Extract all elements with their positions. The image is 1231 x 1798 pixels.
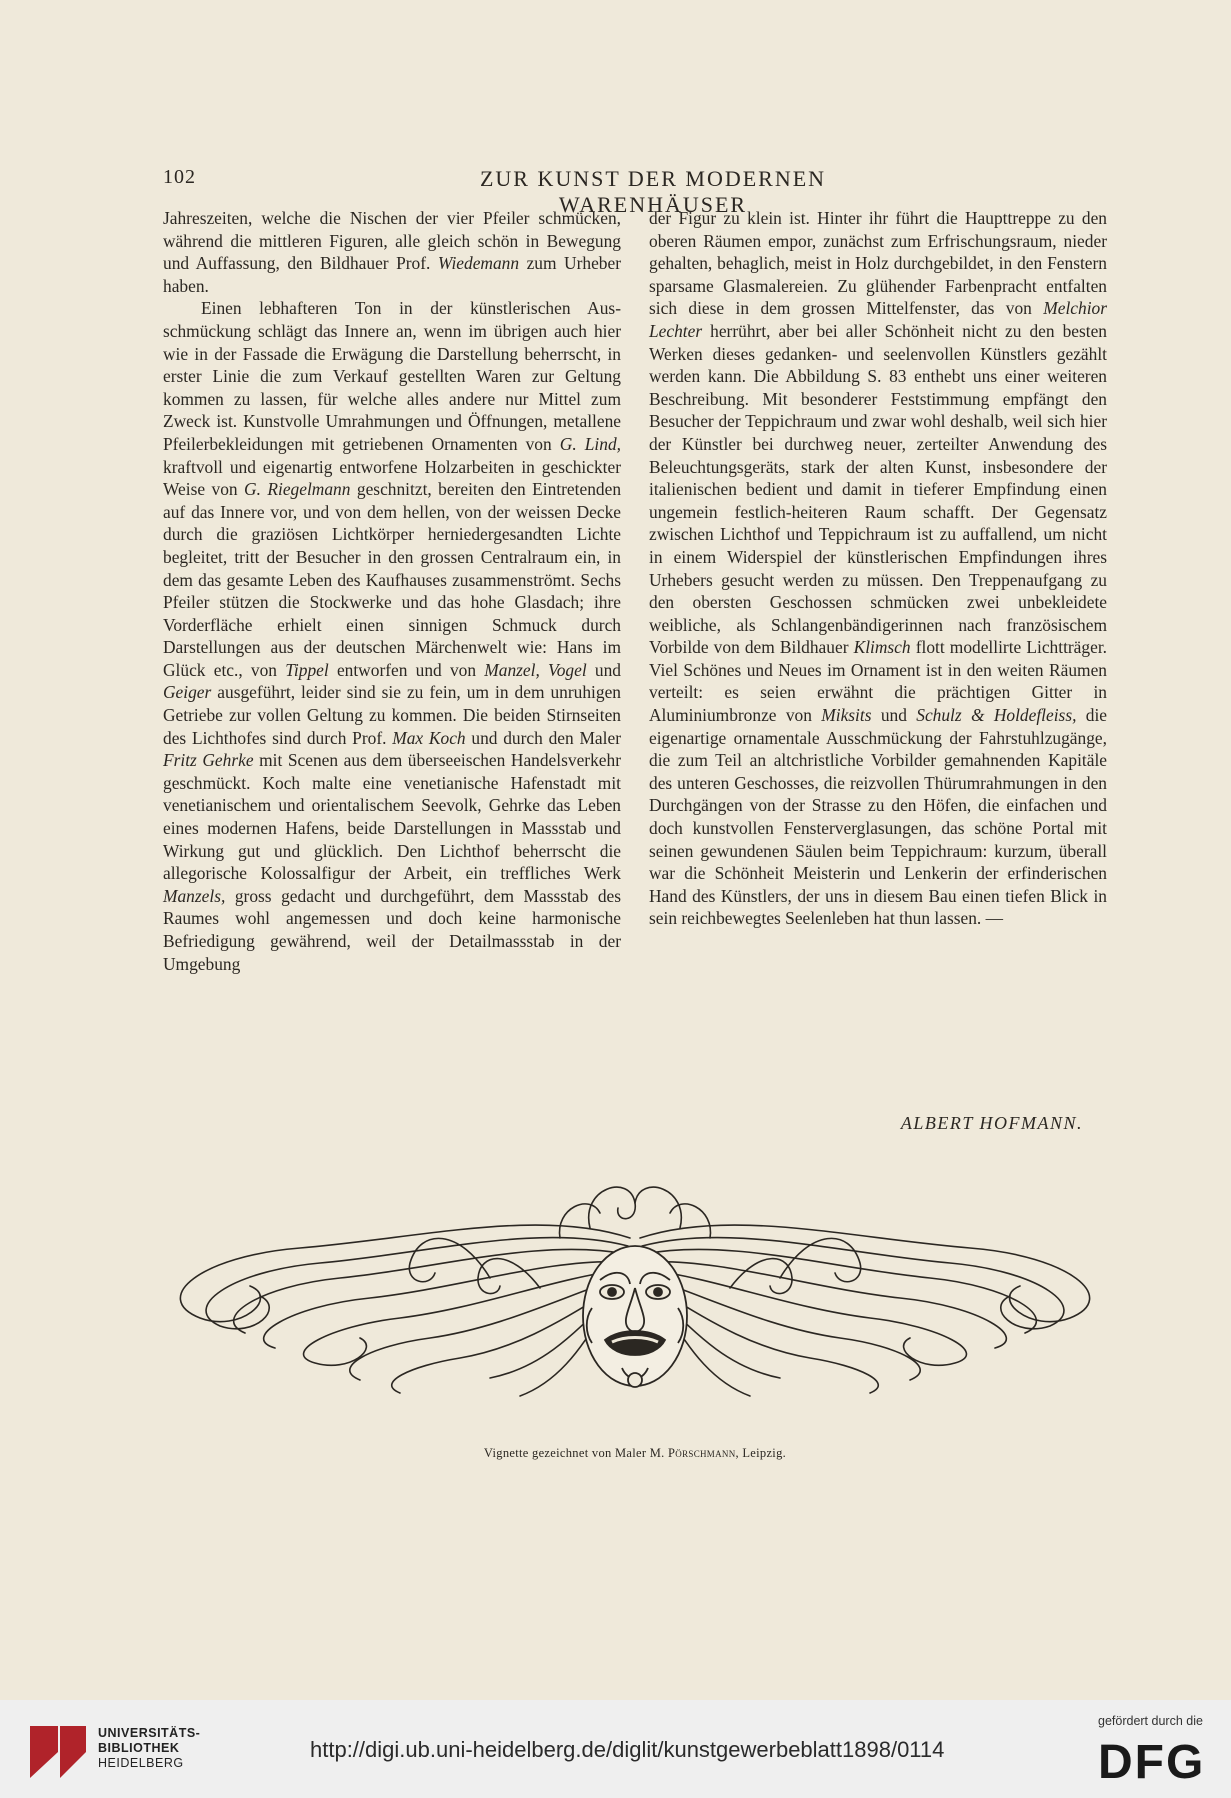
- page-number: 102: [163, 166, 196, 188]
- body-paragraph: Jahreszeiten, welche die Nischen der vier Pfeiler schmücken, während die mittleren Figuren, alle gleich schön in Bewegung und Auffassung, den Bildhauer Prof. Wiedemann zum Urheber haben.: [163, 208, 622, 296]
- text-column-right: [649, 207, 1107, 930]
- vignette-illustration: [160, 1168, 1110, 1428]
- running-title: ZUR KUNST DER MODERNEN WARENHÄUSER: [479, 166, 827, 217]
- sponsor-note: gefördert durch die: [1098, 1714, 1203, 1728]
- dfg-logo-text: DFG: [1098, 1736, 1206, 1784]
- dfg-logo-icon[interactable]: [1098, 1736, 1210, 1784]
- library-name-line2: BIBLIOTHEK: [98, 1741, 180, 1755]
- page-header: [163, 166, 1123, 217]
- permalink-url[interactable]: http://digi.ub.uni-heidelberg.de/diglit/kunstgewerbeblatt1898/0114: [310, 1737, 945, 1762]
- library-name-line1: UNIVERSITÄTS-: [98, 1726, 201, 1740]
- caption-prefix: Vignette gezeichnet von Maler M.: [483, 1446, 665, 1460]
- body-paragraph: Einen lebhafteren Ton in der künstlerischen Ausschmückung schlägt das Innere an, wenn im übrigen auch hier wie in der Fassade die Erwägung die Darstellung beherrscht, in erster Linie die zum Verkauf gestellten Waren zur Geltung kommen zu lassen, für welche alles andere nur Mittel zum Zweck ist. Kunstvolle Umrahmungen und Öffnungen, metallene Pfeilerbekleidungen mit getriebenen Ornamenten von G. Lind, kraftvoll und eigenartig entworfene Holzarbeiten in geschickter Weise von G. Riegelmann geschnitzt, bereiten den Eintretenden auf das Innere vor, und von dem hellen, von der weissen Decke durch die graziösen Lichtkörper herniedergesandten Lichte begleitet, tritt der Besucher in den grossen Centralraum ein, in dem das gesamte Leben des Kaufhauses zusammenströmt. Sechs Pfeiler stützen die Stockwerke und das hohe Glasdach; ihre Vorderfläche erhielt einen sinnigen Schmuck durch Darstellungen aus der deutschen Märchenwelt wie: Hans im Glück etc., von Tippel entworfen und von Manzel, Vogel und Geiger ausgeführt, leider sind sie zu fein, um in dem unruhigen Getriebe zur vollen Geltung zu kommen. Die beiden Stirnseiten des Lichthofes sind durch Prof. Max Koch und durch den Maler Fritz Gehrke mit Scenen aus dem überseeischen Handelsverkehr geschmückt. Koch malte eine venetianische Hafenstadt mit venetianischem und orientalischem Seevolk, Gehrke das Leben eines modernen Hafens, beide Darstellungen in Massstab und Wirkung gut und glücklich. Den Lichthof beherrscht die allegorische Kolossalfigur der Arbeit, ein treffliches Werk Manzels, gross gedacht und durchgeführt, dem Massstab des Raumes wohl angemessen und doch keine harmonische Befriedigung gewährend, weil der Detailmassstab in der Umgebung: [163, 298, 622, 974]
- library-name[interactable]: [98, 1726, 200, 1771]
- university-library-logo-icon[interactable]: [30, 1726, 86, 1778]
- text-column-left: [163, 207, 621, 975]
- vignette-caption: [160, 1446, 1110, 1461]
- viewer-footer: [0, 1700, 1231, 1798]
- body-paragraph: der Figur zu klein ist. Hinter ihr führt die Haupttreppe zu den oberen Räumen empor, zunächst zum Erfrischungsraum, nieder gehalten, behaglich, meist in Holz durchgebildet, in den Fenstern sparsame Glasmalereien. Zu glühender Farbenpracht entfalten sich diese in dem grossen Mittelfenster, das von Melchior Lechter herrührt, aber bei aller Schönheit nicht zu den besten Werken dieses gedanken- und seelenvollen Künstlers gezählt werden kann. Die Abbildung S. 83 enthebt uns einer weiteren Beschreibung. Mit besonderer Feststimmung empfängt den Besucher der Teppichraum und zwar wohl deshalb, weil sich hier der Künstler bei durchweg neuer, zerteilter Anwendung des Beleuchtungsgeräts, stark der alten Kunst, insbesondere der italienischen bedient und damit in tieferer Empfindung einen ungemein festlich-heiteren Raum schafft. Der Gegensatz zwischen Lichthof und Teppichraum ist zu auffallend, um nicht in einem Widerspiel der künstlerischen Empfindungen ihres Urhebers gesucht werden zu müssen. Den Treppenaufgang zu den obersten Geschossen schmücken zwei unbekleidete weibliche, als Schlangenbändigerinnen nach französischem Vorbilde von dem Bildhauer Klimsch flott modellirte Lichtträger. Viel Schönes und Neues im Ornament ist in den weiten Räumen verteilt: es seien erwähnt die prächtigen Gitter in Aluminiumbronze von Miksits und Schulz & Holdefleiss, die eigenartige ornamentale Ausschmückung der Fahrstuhlzugänge, die zum Teil an altchristliche Vorbilder gemahnenden Kapitäle des unteren Geschosses, die reizvollen Thürumrahmungen in den Durchgängen von der Strasse zu den Höfen, die einfachen und doch kunstvollen Fensterverglasungen, das schöne Portal mit seinen gewundenen Säulen beim Teppichraum: kurzum, überall war die Schönheit Meisterin und Lenkerin der erfinderischen Hand des Künstlers, der uns in diesem Bau einen tiefen Blick in sein reichbewegtes Seelenleben hat thun lassen. —: [649, 208, 1108, 929]
- caption-artist: Pörschmann: [668, 1446, 736, 1460]
- library-name-line3: HEIDELBERG: [98, 1756, 184, 1770]
- author-signature: ALBERT HOFMANN.: [900, 1113, 1083, 1133]
- caption-suffix: , Leipzig.: [735, 1446, 787, 1460]
